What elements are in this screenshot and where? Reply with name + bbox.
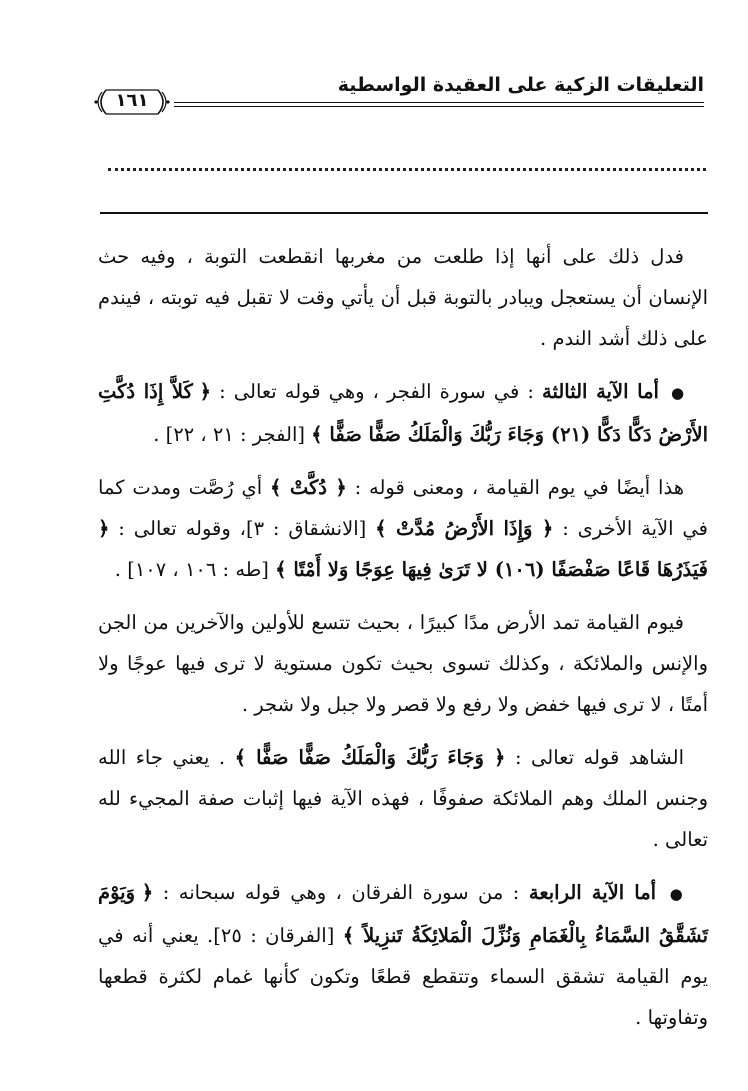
quran-verse: ﴿ وَيَوْمَ تَشَقَّقُ السَّمَاءُ بِالْغَمَامِ وَنُزِّلَ الْمَلائِكَةُ تَنزِيلاً ﴾	[98, 881, 708, 947]
paragraph-text: هذا أيضًا في يوم القيامة ، ومعنى قوله :	[346, 476, 684, 499]
paragraph	[98, 737, 708, 860]
page-body	[98, 236, 708, 1050]
quran-verse: ﴿ فَيَذَرُهَا قَاعًا صَفْصَفًا (١٠٦) لا تَرَىٰ فِيهَا عِوَجًا وَلا أَمْتًا ﴾	[98, 517, 708, 581]
verse-reference: [الفجر : ٢١ ، ٢٢] .	[153, 423, 312, 446]
paragraph-text: فدل ذلك على أنها إذا طلعت من مغربها انقطعت التوبة ، وفيه حث الإنسان أن يستعجل ويبادر بالتوبة قبل أن يأتي وقت لا تقبل فيه توبته ، فيندم على ذلك أشد الندم .	[98, 245, 708, 350]
quran-verse: ﴿ كَلاَّ إِذَا دُكَّتِ الأَرْضُ دَكًّا دَكًّا (٢١) وَجَاءَ رَبُّكَ وَالْمَلَكُ صَفًّا صَفًّا ﴾	[98, 380, 708, 446]
quran-verse: ﴿ دُكَّتْ ﴾	[270, 476, 347, 499]
verse-reference: [الانشقاق : ٣]، وقوله تعالى :	[109, 517, 376, 540]
section-separator	[100, 212, 708, 214]
bullet-icon: ●	[671, 384, 686, 402]
page-number: ١٦١	[115, 90, 149, 111]
paragraph-text: أي رُصَّت ومدت كما في الآية الأخرى :	[98, 476, 708, 540]
quran-verse: ﴿ وَإِذَا الأَرْضُ مُدَّتْ ﴾	[375, 517, 554, 540]
paragraph	[98, 602, 708, 725]
paragraph-text: . يعني جاء الله وجنس الملك وهم الملائكة صفوفًا ، فهذه الآية فيها إثبات صفة المجيء لله تعالى .	[98, 746, 708, 851]
paragraph-text: الشاهد قوله تعالى :	[505, 746, 684, 769]
header-rule-bottom	[174, 106, 704, 107]
dotted-divider	[108, 168, 706, 171]
bullet-icon: ●	[669, 885, 686, 903]
section-lead: أما الآية الثالثة	[541, 380, 659, 403]
page-header	[92, 60, 704, 130]
book-title: التعليقات الزكية على العقيدة الواسطية	[337, 74, 704, 96]
header-rule-top	[174, 102, 704, 103]
paragraph	[98, 371, 708, 455]
section-lead: أما الآية الرابعة	[528, 881, 657, 904]
paragraph-text: فيوم القيامة تمد الأرض مدًا كبيرًا ، بحيث تتسع للأولين والآخرين من الجن والإنس والملائكة ، وكذلك تسوى بحيث تكون مستوية لا ترى فيها عوجًا ولا أمتًا ، لا ترى فيها خفض ولا رفع ولا قصر ولا جبل ولا شجر .	[98, 611, 708, 716]
paragraph-text: : في سورة الفجر ، وهي قوله تعالى :	[211, 380, 542, 403]
page-number-ornament	[92, 86, 172, 118]
quran-verse: ﴿ وَجَاءَ رَبُّكَ وَالْمَلَكُ صَفًّا صَفًّا ﴾	[234, 746, 506, 769]
verse-reference: [طه : ١٠٦ ، ١٠٧] .	[114, 558, 276, 581]
paragraph	[98, 872, 708, 1038]
paragraph-text: : من سورة الفرقان ، وهي قوله سبحانه :	[153, 881, 529, 904]
paragraph	[98, 467, 708, 590]
paragraph-text: [الفرقان : ٢٥]. يعني أنه في يوم القيامة تشقق السماء وتتقطع قطعًا وتكون كأنها غمام لكثرة قطعها وتفاوتها .	[98, 924, 708, 1029]
paragraph	[98, 236, 708, 359]
